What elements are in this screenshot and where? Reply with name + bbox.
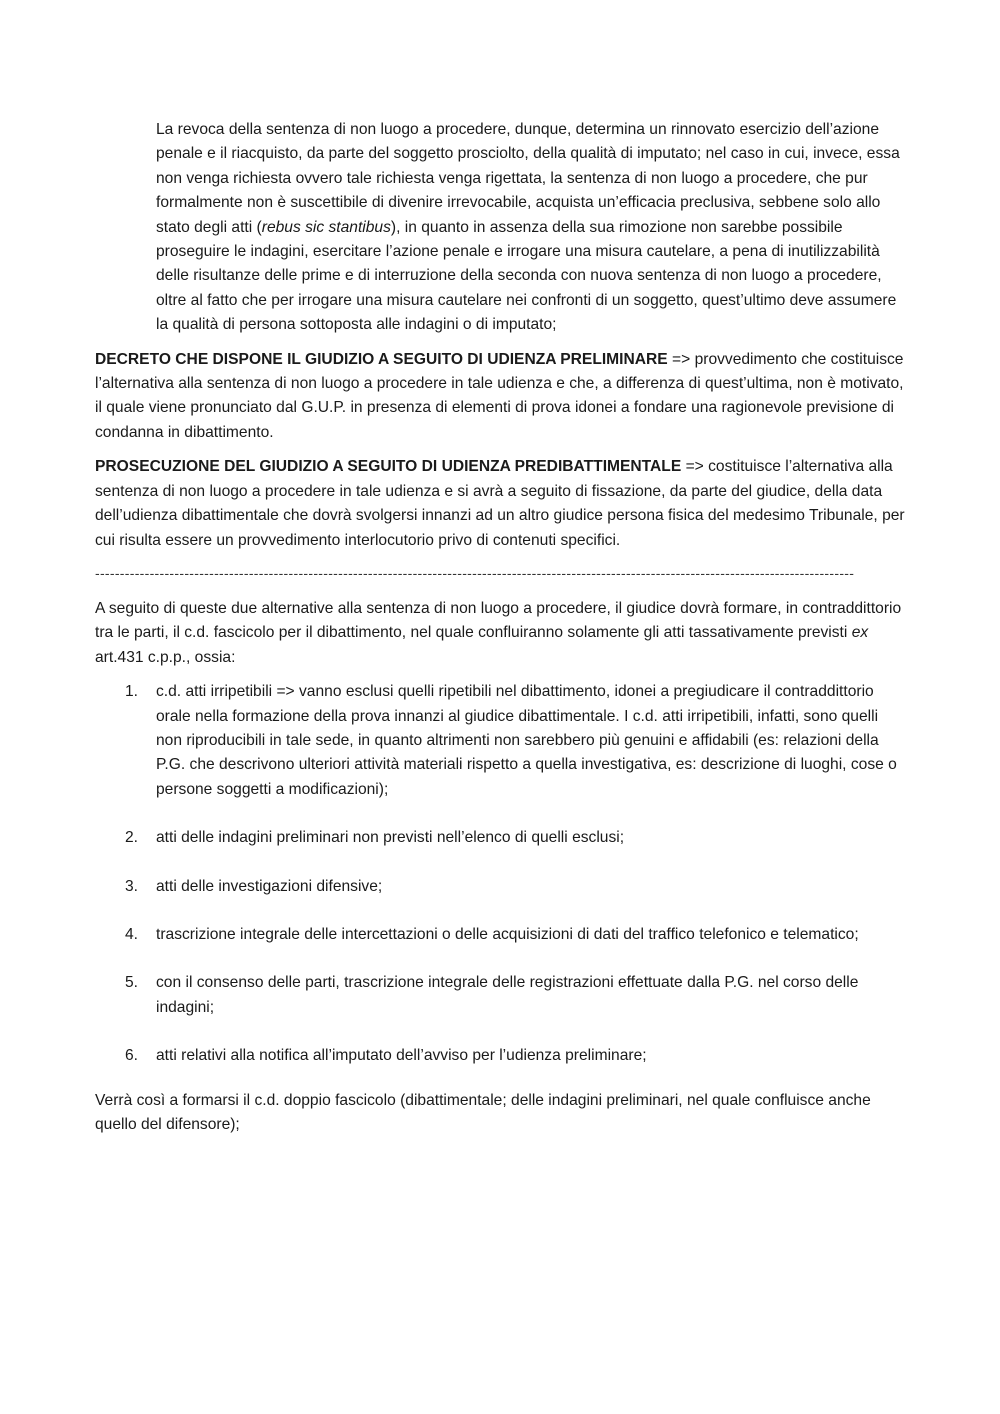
closing-paragraph: Verrà così a formarsi il c.d. doppio fascicolo (dibattimentale; delle indagini preliminari, nel quale confluisce anche quello del difensore);: [95, 1091, 871, 1133]
intro-paragraph: [95, 118, 907, 338]
section-divider: ---------------------------------------------------------------------------------------------------------------------------------------------------------: [95, 564, 855, 581]
list-item: [95, 875, 907, 899]
list-item-text: c.d. atti irripetibili => vanno esclusi quelli ripetibili nel dibattimento, idonei a pregiudicare il contraddittorio orale nella formazione della prova innanzi al giudice dibattimentale. I c.d. atti irripetibili, infatti, sono quelli non riproducibili in tale sede, in quanto altrimenti non sarebbero più genuini e affidabili (es: relazioni della P.G. che descrivono ulteriori attività materiali rispetto a quella investigativa, es: descrizione di luoghi, cose o persone soggetti a modificazioni);: [156, 683, 897, 798]
intro-italic-phrase: rebus sic stantibus: [261, 218, 391, 236]
prosecuzione-definition: => costituisce l’alternativa alla sentenza di non luogo a procedere in tale udienza e si avrà a seguito di fissazione, da parte del giudice, della data dell’udienza dibattimentale che dovrà svolgersi innanzi ad un altro giudice persona fisica del medesimo Tribunale, per cui risulta essere un provvedimento interlocutorio privo di contenuti specifici.: [95, 458, 905, 549]
list-item: [95, 971, 907, 1020]
list-item-text: atti relativi alla notifica all’imputato dell’avviso per l’udienza preliminare;: [156, 1047, 647, 1065]
list-item: [95, 680, 907, 802]
list-item-text: atti delle investigazioni difensive;: [156, 877, 383, 895]
decreto-paragraph: [95, 348, 907, 446]
prosecuzione-paragraph: [95, 455, 907, 553]
intro-text-start: La revoca della sentenza di non luogo a procedere, dunque, determina un rinnovato esercizio dell’azione penale e il riacquisto, da parte del soggetto prosciolto, della qualità di imputato; nel caso in cui, invece, essa non venga richiesta ovvero tale richiesta venga rigettata, la sentenza di non luogo a procedere, che pur formalmente non è suscettibile di divenire irrevocabile, acquista un’efficacia preclusiva, sebbene solo allo stato degli atti (: [156, 121, 900, 236]
list-item-text: con il consenso delle parti, trascrizione integrale delle registrazioni effettuate dalla P.G. nel corso delle indagini;: [156, 974, 859, 1016]
list-item-number: 2.: [125, 829, 139, 847]
list-item: [95, 1044, 907, 1068]
fascicolo-intro-start: A seguito di queste due alternative alla sentenza di non luogo a procedere, il giudice dovrà formare, in contraddittorio tra le parti, il c.d. fascicolo per il dibattimento, nel quale confluiranno solamente gli atti tassativamente previsti: [95, 599, 902, 642]
fascicolo-intro-italic: ex: [851, 624, 869, 642]
prosecuzione-term: PROSECUZIONE DEL GIUDIZIO A SEGUITO DI UDIENZA PREDIBATTIMENTALE: [95, 458, 682, 476]
list-item-text: trascrizione integrale delle intercettazioni o delle acquisizioni di dati del traffico telefonico e telematico;: [156, 925, 859, 943]
list-item-number: 5.: [125, 974, 139, 992]
list-item-number: 4.: [125, 925, 139, 943]
document-page: [95, 118, 907, 1147]
atti-list: [95, 680, 907, 1068]
list-item: [95, 923, 907, 947]
decreto-definition: => provvedimento che costituisce l’alternativa alla sentenza di non luogo a procedere in tale udienza e che, a differenza di quest’ultima, non è motivato, il quale viene pronunciato dal G.U.P. in presenza di elementi di prova idonei a fondare una ragionevole previsione di condanna in dibattimento.: [95, 350, 904, 441]
list-item-number: 3.: [125, 877, 139, 895]
fascicolo-intro-end: art.431 c.p.p., ossia:: [95, 648, 236, 666]
list-item: [95, 826, 907, 850]
decreto-term: DECRETO CHE DISPONE IL GIUDIZIO A SEGUITO DI UDIENZA PRELIMINARE: [95, 350, 668, 368]
fascicolo-intro-paragraph: [95, 597, 907, 670]
list-item-number: 6.: [125, 1047, 139, 1065]
intro-text-end: ), in quanto in assenza della sua rimozione non sarebbe possibile proseguire le indagini, esercitare l’azione penale e irrogare una misura cautelare, a pena di inutilizzabilità delle risultanze delle prime e di interruzione della seconda con nuova sentenza di non luogo a procedere, oltre al fatto che per irrogare una misura cautelare nei confronti di un soggetto, quest’ultimo deve assumere la qualità di persona sottoposta alle indagini o di imputato;: [156, 218, 897, 334]
list-item-text: atti delle indagini preliminari non previsti nell’elenco di quelli esclusi;: [156, 829, 625, 847]
list-item-number: 1.: [125, 683, 139, 701]
